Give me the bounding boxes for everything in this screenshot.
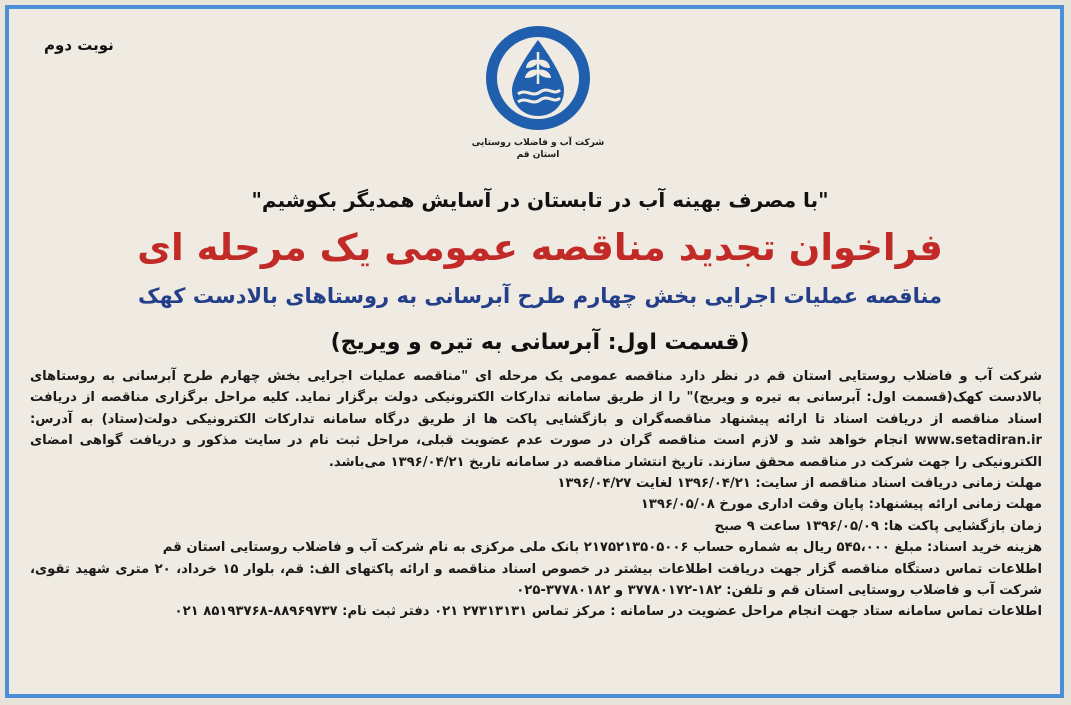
tender-part: (قسمت اول: آبرسانی به تیره و ویریج) [330, 330, 750, 355]
deadline-offer: مهلت زمانی ارائه پیشنهاد: پایان وقت اداری مورخ ۱۳۹۶/۰۵/۰۸ [640, 497, 1042, 513]
page-title: فراخوان تجدید مناقصه عمومی یک مرحله ای [137, 226, 943, 269]
slogan: "با مصرف بهینه آب در تابستان در آسایش همدیگر بکوشیم" [251, 188, 829, 212]
contact-organizer: اطلاعات تماس دستگاه مناقصه گزار جهت دریافت اطلاعات بیشتر در خصوص اسناد مناقصه و ارائه پاکتهای الف: قم، بلوار ۱۵ خرداد، ۲۰ متری شهید تقوی، شرکت آب و فاضلاب روستایی استان قم و تلفن: ۱۸۲-۳۷۷۸۰۱۷۲ و ۳۷۷۸۰۱۸۲-۰۲۵ [30, 561, 1042, 599]
logo-caption [470, 138, 606, 160]
intro-text-2: انجام خواهد شد و لازم است مناقصه گران در صورت عدم عضویت قبلی، مراحل ثبت نام در سایت مذکور و دریافت گواهی امضای الکترونیکی را جهت شرکت در مناقصه محقق سازند. تاریخ انتشار مناقصه در سامانه تاریخ ۱۳۹۶/۰۴/۲۱ می‌باشد. [30, 433, 1042, 470]
company-logo [482, 22, 594, 134]
intro-text-1: شرکت آب و فاضلاب روستایی استان قم در نظر دارد مناقصه عمومی یک مرحله ای "مناقصه عملیات اجرایی بخش چهارم طرح آبرسانی به روستاهای بالادست کهک(قسمت اول: آبرسانی به تیره و ویریج)" را از طریق سامانه تدارکات الکترونیکی دولت برگزار نماید. کلیه مراحل برگزاری مناقصه از دریافت اسناد مناقصه از دریافت اسناد تا ارائه پیشنهاد مناقصه‌گران و بازگشایی پاکت ها از طریق درگاه سامانه تدارکات الکترونیکی دولت(ستاد) به آدرس: [30, 369, 1042, 427]
deadline-docs: مهلت زمانی دریافت اسناد مناقصه از سایت: ۱۳۹۶/۰۴/۲۱ لغایت ۱۳۹۶/۰۴/۲۷ [557, 476, 1042, 492]
contact-setad: اطلاعات تماس سامانه ستاد جهت انجام مراحل عضویت در سامانه : مرکز تماس ۲۷۳۱۳۱۳۱ ۰۲۱ دفتر ثبت نام: ۸۸۹۶۹۷۳۷-۸۵۱۹۳۷۶۸ ۰۲۱ [174, 604, 1042, 620]
water-drop-wheat-logo-icon [482, 22, 594, 134]
intro-paragraph [30, 366, 1042, 473]
tender-body [30, 366, 1042, 623]
opening-time: زمان بازگشایی پاکت ها: ۱۳۹۶/۰۵/۰۹ ساعت ۹ صبح [714, 518, 1042, 534]
document-fee: هزینه خرید اسناد: مبلغ ۵۴۵،۰۰۰ ریال به شماره حساب ۲۱۷۵۲۱۳۵۰۵۰۰۶ بانک ملی مرکزی به نام شرکت آب و فاضلاب روستایی استان قم [162, 540, 1042, 556]
website-link[interactable]: www.setadiran.ir [914, 433, 1042, 449]
logo-province-name: استان قم [516, 150, 560, 160]
logo-company-name: شرکت آب و فاضلاب روستایی [471, 138, 605, 148]
publication-round-label: نوبت دوم [44, 36, 114, 54]
tender-subtitle: مناقصه عملیات اجرایی بخش چهارم طرح آبرسانی به روستاهای بالادست کهک [137, 284, 943, 308]
